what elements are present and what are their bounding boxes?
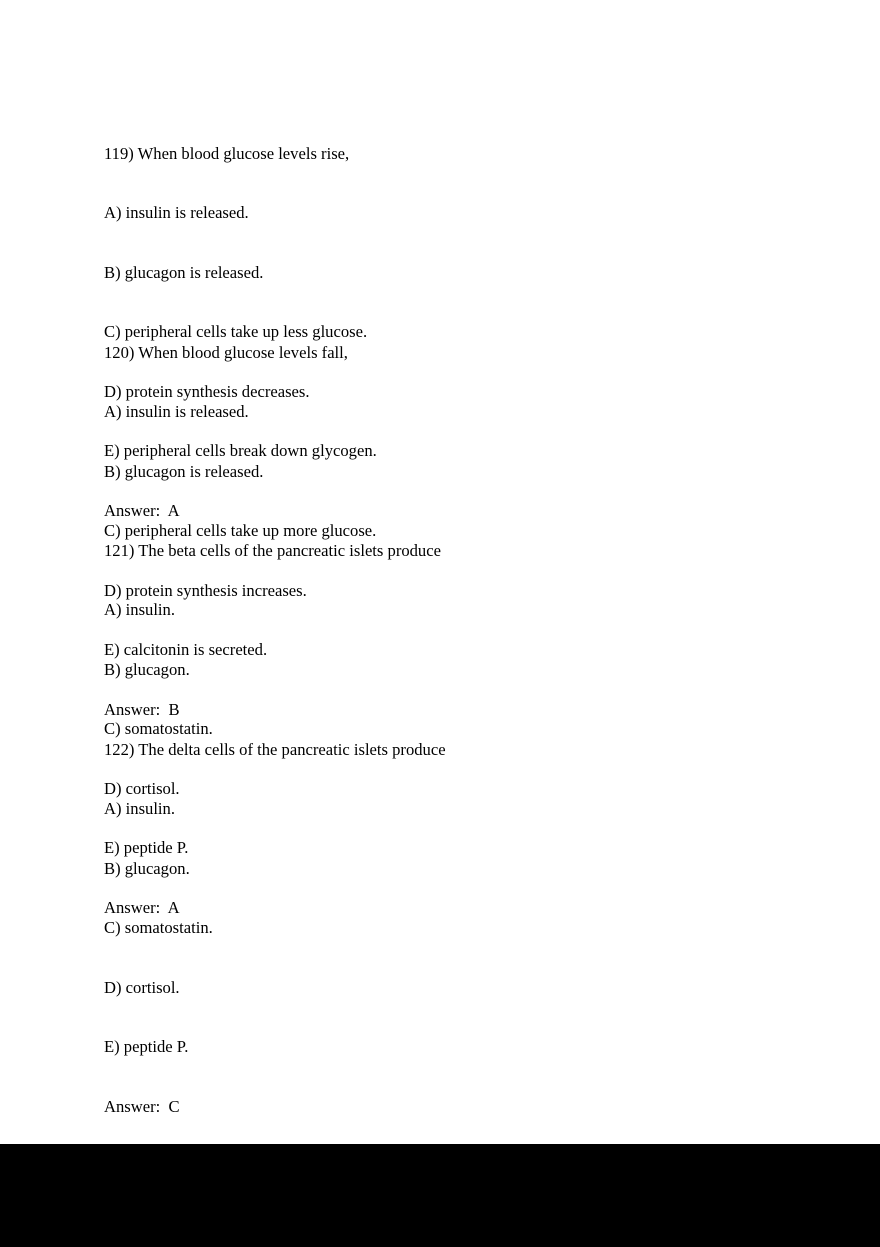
- question-stem: 120) When blood glucose levels fall,: [104, 342, 348, 362]
- bottom-black-band: [0, 1144, 880, 1247]
- option-d: D) cortisol.: [104, 977, 180, 997]
- option-a: A) insulin.: [104, 799, 175, 819]
- option-b: B) glucagon.: [104, 858, 190, 878]
- question-stem: 119) When blood glucose levels rise,: [104, 143, 350, 163]
- answer-line: Answer: B: [104, 699, 180, 719]
- option-d: D) protein synthesis decreases.: [104, 381, 310, 401]
- answer-line: Answer: C: [104, 1096, 180, 1116]
- option-e: E) calcitonin is secreted.: [104, 640, 268, 660]
- option-a: A) insulin is released.: [104, 402, 249, 422]
- option-c: C) somatostatin.: [104, 918, 213, 938]
- answer-line: Answer: A: [104, 897, 180, 917]
- question-stem: 122) The delta cells of the pancreatic islets produce: [104, 739, 446, 759]
- option-e: E) peripheral cells break down glycogen.: [104, 441, 377, 461]
- option-b: B) glucagon.: [104, 659, 190, 679]
- option-d: D) protein synthesis increases.: [104, 580, 307, 600]
- option-b: B) glucagon is released.: [104, 262, 264, 282]
- answer-line: Answer: A: [104, 500, 180, 520]
- option-e: E) peptide P.: [104, 838, 189, 858]
- option-a: A) insulin.: [104, 600, 175, 620]
- option-a: A) insulin is released.: [104, 203, 249, 223]
- option-b: B) glucagon is released.: [104, 461, 264, 481]
- question-122: [104, 700, 446, 1156]
- option-c: C) peripheral cells take up more glucose.: [104, 521, 377, 541]
- question-stem: 121) The beta cells of the pancreatic islets produce: [104, 540, 441, 560]
- option-c: C) peripheral cells take up less glucose.: [104, 322, 368, 342]
- option-c: C) somatostatin.: [104, 719, 213, 739]
- option-e: E) peptide P.: [104, 1037, 189, 1057]
- option-d: D) cortisol.: [104, 778, 180, 798]
